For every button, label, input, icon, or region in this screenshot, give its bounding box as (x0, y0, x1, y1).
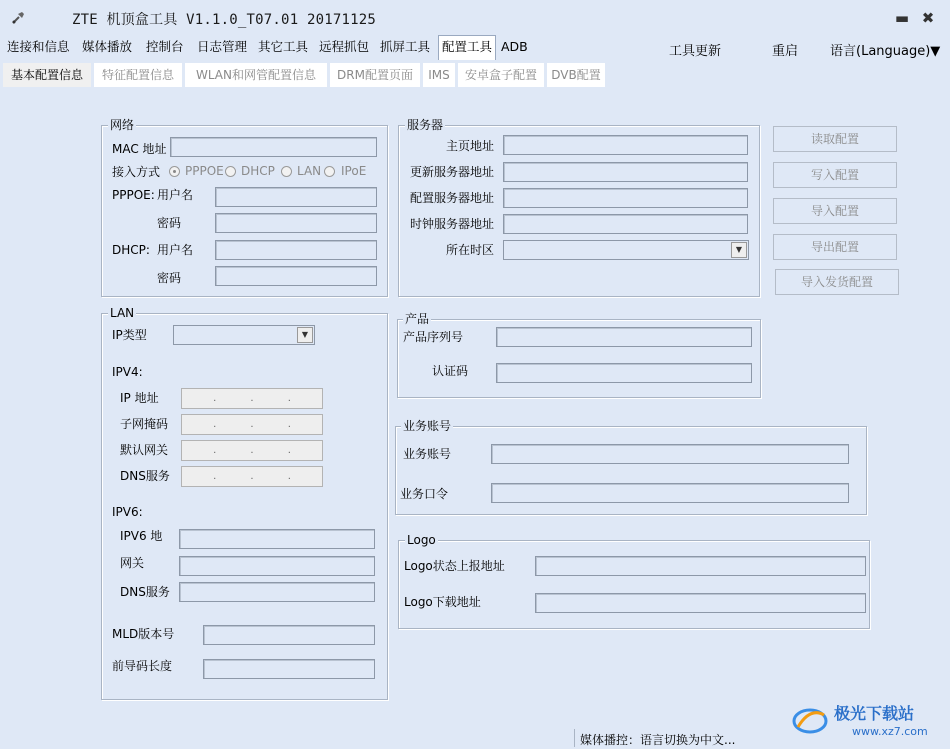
dns-input[interactable]: . . . (181, 466, 323, 487)
pppoe-label: PPPOE: (112, 188, 155, 202)
pppoe-password-label: 密码 (157, 216, 182, 230)
menu-log-management[interactable]: 日志管理 (197, 39, 248, 54)
auth-code-label: 认证码 (432, 364, 469, 378)
radio-dhcp-label: DHCP (241, 164, 275, 178)
minimize-button[interactable]: ▬ (894, 9, 910, 27)
tab-ims[interactable]: IMS (423, 63, 455, 87)
business-legend: 业务账号 (403, 419, 452, 433)
business-account-label: 业务账号 (403, 447, 452, 461)
menu-config-tool[interactable]: 配置工具 (438, 35, 496, 60)
server-legend: 服务器 (407, 118, 444, 132)
logo-download-url-input[interactable] (535, 593, 866, 613)
dhcp-username-label: 用户名 (157, 243, 194, 257)
mld-version-label: MLD版本号 (112, 627, 175, 641)
window-title: ZTE 机顶盒工具 V1.1.0_T07.01 20171125 (72, 12, 376, 28)
pppoe-password-input[interactable] (215, 213, 377, 233)
prefix-length-label: 前导码长度 (112, 659, 173, 673)
gateway-input[interactable]: . . . (181, 440, 323, 461)
business-password-input[interactable] (491, 483, 849, 503)
config-server-input[interactable] (503, 188, 748, 208)
ipv6-address-input[interactable] (179, 529, 375, 549)
app-icon (10, 10, 26, 26)
prefix-length-input[interactable] (203, 659, 375, 679)
menu-other-tools[interactable]: 其它工具 (258, 39, 309, 54)
pppoe-username-label: 用户名 (157, 188, 194, 202)
ip-address-label: IP 地址 (120, 391, 159, 405)
menu-remote-capture[interactable]: 远程抓包 (319, 39, 370, 54)
network-legend: 网络 (110, 118, 135, 132)
tab-feature-config[interactable]: 特征配置信息 (94, 63, 182, 87)
logo-status-url-label: Logo状态上报地址 (404, 559, 505, 573)
ipv6-gateway-input[interactable] (179, 556, 375, 576)
import-config-button[interactable]: 导入配置 (773, 198, 897, 224)
config-server-label: 配置服务器地址 (410, 191, 495, 205)
update-server-input[interactable] (503, 162, 748, 182)
clock-server-label: 时钟服务器地址 (410, 217, 495, 231)
timezone-label: 所在时区 (446, 243, 495, 257)
homepage-input[interactable] (503, 135, 748, 155)
radio-pppoe-label: PPPOE (185, 164, 224, 178)
logo-status-url-input[interactable] (535, 556, 866, 576)
ipv6-dns-label: DNS服务 (120, 585, 170, 599)
serial-label: 产品序列号 (403, 330, 464, 344)
radio-dhcp[interactable] (225, 166, 236, 177)
ip-type-label: IP类型 (112, 328, 147, 342)
mac-input[interactable] (170, 137, 377, 157)
dhcp-password-label: 密码 (157, 271, 182, 285)
tab-wlan-config[interactable]: WLAN和网管配置信息 (185, 63, 327, 87)
menu-console[interactable]: 控制台 (146, 39, 184, 54)
tab-drm-config[interactable]: DRM配置页面 (330, 63, 420, 87)
export-config-button[interactable]: 导出配置 (773, 234, 897, 260)
mac-label: MAC 地址 (112, 142, 167, 156)
homepage-label: 主页地址 (446, 139, 495, 153)
gateway-label: 默认网关 (120, 443, 169, 457)
tab-android-config[interactable]: 安卓盒子配置 (458, 63, 544, 87)
svg-text:极光下载站: 极光下载站 (834, 704, 915, 723)
dhcp-password-input[interactable] (215, 266, 377, 286)
serial-input[interactable] (496, 327, 752, 347)
restart-button[interactable]: 重启 (772, 44, 799, 59)
clock-server-input[interactable] (503, 214, 748, 234)
language-menu[interactable]: 语言(Language)▼ (830, 44, 941, 59)
ipv6-label: IPV6: (112, 505, 143, 519)
radio-lan-label: LAN (297, 164, 322, 178)
update-server-label: 更新服务器地址 (410, 165, 495, 179)
ipv6-dns-input[interactable] (179, 582, 375, 602)
ipv6-address-label: IPV6 地 (120, 529, 163, 543)
read-config-button[interactable]: 读取配置 (773, 126, 897, 152)
tab-basic-config[interactable]: 基本配置信息 (3, 63, 91, 87)
chevron-down-icon: ▼ (297, 327, 313, 343)
business-password-label: 业务口令 (400, 487, 449, 501)
write-config-button[interactable]: 写入配置 (773, 162, 897, 188)
radio-pppoe[interactable] (169, 166, 180, 177)
logo-legend: Logo (407, 533, 436, 547)
menu-media-playback[interactable]: 媒体播放 (82, 39, 133, 54)
radio-ipoe-label: IPoE (341, 164, 367, 178)
tool-update-button[interactable]: 工具更新 (669, 44, 722, 59)
import-ship-config-button[interactable]: 导入发货配置 (775, 269, 899, 295)
ip-type-select[interactable] (173, 325, 315, 345)
svg-text:www.xz7.com: www.xz7.com (852, 725, 928, 738)
ipv6-gateway-label: 网关 (120, 556, 145, 570)
dhcp-label: DHCP: (112, 243, 150, 257)
logo-download-url-label: Logo下载地址 (404, 595, 481, 609)
radio-ipoe[interactable] (324, 166, 335, 177)
ip-address-input[interactable]: . . . (181, 388, 323, 409)
pppoe-username-input[interactable] (215, 187, 377, 207)
logo-group (398, 540, 870, 629)
mld-version-input[interactable] (203, 625, 375, 645)
product-legend: 产品 (405, 312, 430, 326)
tab-dvb-config[interactable]: DVB配置 (547, 63, 605, 87)
business-account-input[interactable] (491, 444, 849, 464)
menu-connection-info[interactable]: 连接和信息 (7, 39, 70, 54)
status-divider (574, 729, 575, 747)
timezone-select[interactable] (503, 240, 749, 260)
subnet-mask-label: 子网掩码 (120, 417, 169, 431)
watermark-logo (790, 697, 950, 741)
close-button[interactable]: ✖ (921, 9, 935, 27)
subnet-mask-input[interactable]: . . . (181, 414, 323, 435)
access-mode-label: 接入方式 (112, 165, 161, 179)
lan-legend: LAN (110, 306, 135, 320)
radio-lan[interactable] (281, 166, 292, 177)
status-text: 媒体播控：语言切换为中文... (580, 733, 736, 747)
dns-label: DNS服务 (120, 469, 170, 483)
menu-screen-capture[interactable]: 抓屏工具 (380, 39, 431, 54)
dhcp-username-input[interactable] (215, 240, 377, 260)
auth-code-input[interactable] (496, 363, 752, 383)
chevron-down-icon: ▼ (731, 242, 747, 258)
menu-adb[interactable]: ADB (501, 39, 528, 54)
ipv4-label: IPV4: (112, 365, 143, 379)
